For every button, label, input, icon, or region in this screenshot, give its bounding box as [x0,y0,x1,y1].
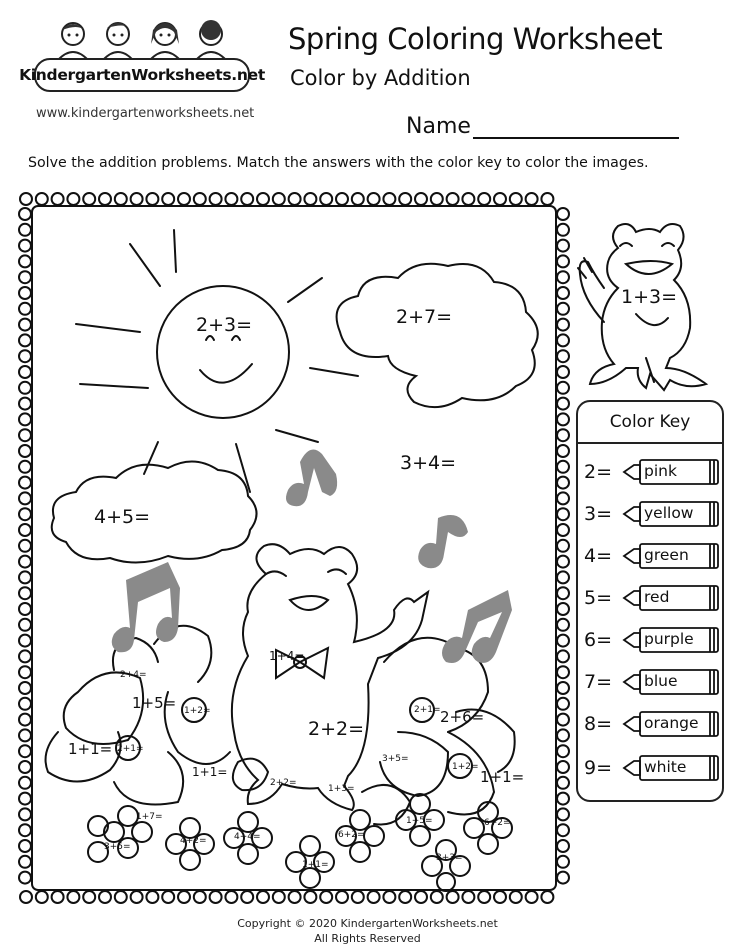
border-scallop [194,891,206,903]
problem-small-3: 4+2= [180,836,207,846]
border-scallop [19,445,31,457]
problem-small-7: 6+2= [484,818,511,828]
border-scallop [19,508,31,520]
side-frog-problem: 1+3= [621,286,678,308]
border-scallop [162,193,174,205]
name-field[interactable] [406,114,679,139]
border-scallop [557,666,569,678]
problem-small-4: 4+4= [234,832,261,842]
color-key-color: purple [644,630,694,648]
kids-logo-illustration [48,18,238,60]
color-key-row [584,582,720,614]
border-scallop [115,891,127,903]
border-scallop [20,891,32,903]
border-scallop [19,793,31,805]
color-key-number: 2= [584,461,613,483]
border-scallop [526,193,538,205]
color-key-color: pink [644,462,677,480]
color-key-row [584,624,720,656]
problem-flower-b: 1+5= [132,694,177,712]
border-scallop [19,334,31,346]
color-key-row [584,708,720,740]
border-scallop [557,603,569,615]
border-scallop [146,193,158,205]
border-scallop [19,413,31,425]
border-scallop [557,650,569,662]
problem-flower-b-center: 1+2= [184,706,211,716]
border-scallop [557,334,569,346]
border-scallop [241,193,253,205]
name-label: Name [406,114,471,139]
color-key-color: yellow [644,504,694,522]
border-scallop [19,477,31,489]
crayon-icon [622,754,720,782]
problem-sky: 3+4= [400,452,457,474]
border-scallop [415,193,427,205]
border-scallop [526,891,538,903]
problem-frog-body: 2+2= [308,718,365,740]
color-key-divider [578,442,722,444]
border-scallop [336,891,348,903]
border-scallop [557,698,569,710]
border-scallop [557,556,569,568]
border-scallop [557,492,569,504]
border-scallop [146,891,158,903]
border-scallop [431,193,443,205]
border-scallop [352,193,364,205]
border-scallop [557,350,569,362]
border-scallop [368,193,380,205]
border-scallop [557,872,569,884]
border-scallop [478,891,490,903]
border-scallop [194,193,206,205]
problem-flower-f: 2+6= [440,708,485,726]
color-key-number: 6= [584,629,613,651]
rights-text: All Rights Reserved [314,932,421,945]
instructions: Solve the addition problems. Match the answers with the color key to color the images. [28,155,649,171]
color-key-row [584,752,720,784]
border-scallop [19,287,31,299]
border-scallop [19,540,31,552]
border-scallop [320,891,332,903]
border-scallop [557,729,569,741]
border-scallop [19,666,31,678]
brand-logo: KindergartenWorksheets.net [34,58,250,92]
border-scallop [19,635,31,647]
problem-flower-c-center: 2+1= [117,744,144,754]
border-scallop [19,729,31,741]
border-scallop [225,193,237,205]
border-scallop [557,587,569,599]
border-scallop [557,793,569,805]
border-scallop [19,208,31,220]
border-scallop [557,477,569,489]
border-scallop [494,193,506,205]
border-scallop [19,714,31,726]
problem-flower-a: 2+4= [120,670,147,680]
border-scallop [83,193,95,205]
border-scallop [19,429,31,441]
border-scallop [19,224,31,236]
color-key-number: 9= [584,757,613,779]
border-scallop [336,193,348,205]
problem-cloud-left: 4+5= [94,506,151,528]
color-key [576,400,724,802]
border-scallop [19,350,31,362]
color-key-color: white [644,758,687,776]
problem-small-8: 1+1= [302,860,329,870]
border-scallop [52,891,64,903]
border-scallop [19,872,31,884]
problem-flower-e: 2+1= [414,705,441,715]
color-key-number: 3= [584,503,613,525]
border-scallop [131,193,143,205]
border-scallop [178,193,190,205]
border-scallop [415,891,427,903]
border-scallop [99,891,111,903]
border-scallop [19,603,31,615]
border-scallop [383,193,395,205]
border-scallop [447,193,459,205]
border-scallop [557,619,569,631]
color-key-color: orange [644,714,699,732]
border-scallop [557,808,569,820]
crayon-icon [622,626,720,654]
brand-url: www.kindergartenworksheets.net [36,106,255,121]
border-scallop [541,891,553,903]
border-scallop [510,193,522,205]
border-scallop [557,461,569,473]
border-scallop [557,303,569,315]
color-key-color: red [644,588,670,606]
problem-flower-h: 1+2= [452,762,479,772]
border-scallop [19,240,31,252]
color-key-number: 5= [584,587,613,609]
border-scallop [19,492,31,504]
border-scallop [557,429,569,441]
border-scallop [19,255,31,267]
crayon-icon [622,710,720,738]
border-scallop [19,303,31,315]
border-scallop [52,193,64,205]
border-scallop [557,445,569,457]
border-scallop [257,193,269,205]
problem-cloud-right: 2+7= [396,306,453,328]
border-scallop [557,840,569,852]
border-scallop [162,891,174,903]
problem-small-9: 3+3= [436,853,463,863]
border-scallop [289,891,301,903]
border-scallop [115,193,127,205]
border-scallop [19,682,31,694]
border-scallop [210,193,222,205]
problem-sun: 2+3= [196,314,253,336]
border-scallop [541,193,553,205]
crayon-icon [622,584,720,612]
crayon-icon [622,668,720,696]
border-scallop [225,891,237,903]
color-key-number: 7= [584,671,613,693]
border-scallop [19,524,31,536]
problem-small-6: 1+5= [406,816,433,826]
color-key-row [584,540,720,572]
border-scallop [557,508,569,520]
border-scallop [557,714,569,726]
border-scallop [273,891,285,903]
border-scallop [19,856,31,868]
border-scallop [557,413,569,425]
border-scallop [557,540,569,552]
problem-flower-d: 1+1= [192,765,228,779]
border-scallop [557,777,569,789]
coloring-picture [18,192,570,904]
problem-flower-i: 1+1= [480,768,525,786]
border-scallop [383,891,395,903]
border-scallop [557,208,569,220]
border-scallop [478,193,490,205]
border-scallop [557,224,569,236]
border-scallop [257,891,269,903]
border-scallop [431,891,443,903]
problem-flower-c: 1+1= [68,740,113,758]
border-scallop [178,891,190,903]
border-scallop [19,366,31,378]
color-key-number: 4= [584,545,613,567]
border-scallop [67,193,79,205]
problem-frog-tie: 1+4= [269,649,305,663]
border-scallop [19,777,31,789]
border-scallop [19,319,31,331]
border-scallop [210,891,222,903]
border-scallop [19,824,31,836]
border-scallop [19,461,31,473]
border-scallop [20,193,32,205]
copyright-text: Copyright © 2020 KindergartenWorksheets.net [237,917,498,930]
border-scallop [19,382,31,394]
problem-small-1: 1+7= [136,812,163,822]
problem-foot-right: 1+3= [328,784,355,794]
color-key-title: Color Key [609,412,691,432]
border-scallop [19,745,31,757]
border-scallop [67,891,79,903]
border-scallop [399,891,411,903]
border-scallop [447,891,459,903]
border-scallop [19,556,31,568]
border-scallop [241,891,253,903]
problem-flower-g: 3+5= [382,754,409,764]
crayon-icon [622,458,720,486]
border-scallop [368,891,380,903]
border-scallop [19,398,31,410]
border-scallop [99,193,111,205]
border-scallop [557,682,569,694]
color-key-row [584,498,720,530]
color-key-color: blue [644,672,678,690]
border-scallop [557,240,569,252]
color-key-row [584,666,720,698]
border-scallop [557,856,569,868]
problem-foot-left: 2+2= [270,778,297,788]
color-key-row [584,456,720,488]
border-scallop [557,382,569,394]
border-scallop [131,891,143,903]
problem-small-2: 3+5= [104,842,131,852]
border-scallop [273,193,285,205]
border-scallop [19,619,31,631]
border-scallop [36,193,48,205]
border-scallop [557,524,569,536]
color-key-number: 8= [584,713,613,735]
border-scallop [352,891,364,903]
border-scallop [557,271,569,283]
border-scallop [19,571,31,583]
border-scallop [304,193,316,205]
border-scallop [557,319,569,331]
border-scallop [557,287,569,299]
border-scallop [462,891,474,903]
border-scallop [557,761,569,773]
border-scallop [557,398,569,410]
worksheet-subtitle: Color by Addition [290,66,471,90]
border-scallop [304,891,316,903]
border-scallop [462,193,474,205]
border-scallop [557,824,569,836]
border-scallop [83,891,95,903]
border-scallop [19,698,31,710]
crayon-icon [622,542,720,570]
border-scallop [320,193,332,205]
border-scallop [557,745,569,757]
border-scallop [19,840,31,852]
border-scallop [557,571,569,583]
border-scallop [19,761,31,773]
border-scallop [19,271,31,283]
border-scallop [557,366,569,378]
border-scallop [19,808,31,820]
border-scallop [494,891,506,903]
name-blank-line[interactable] [473,117,679,139]
border-scallop [19,650,31,662]
border-scallop [557,635,569,647]
border-scallop [19,587,31,599]
worksheet-title: Spring Coloring Worksheet [288,22,663,56]
border-scallop [557,255,569,267]
border-scallop [399,193,411,205]
border-scallop [36,891,48,903]
color-key-color: green [644,546,689,564]
border-scallop [289,193,301,205]
problem-small-5: 6+2= [338,830,365,840]
border-scallop [510,891,522,903]
crayon-icon [622,500,720,528]
